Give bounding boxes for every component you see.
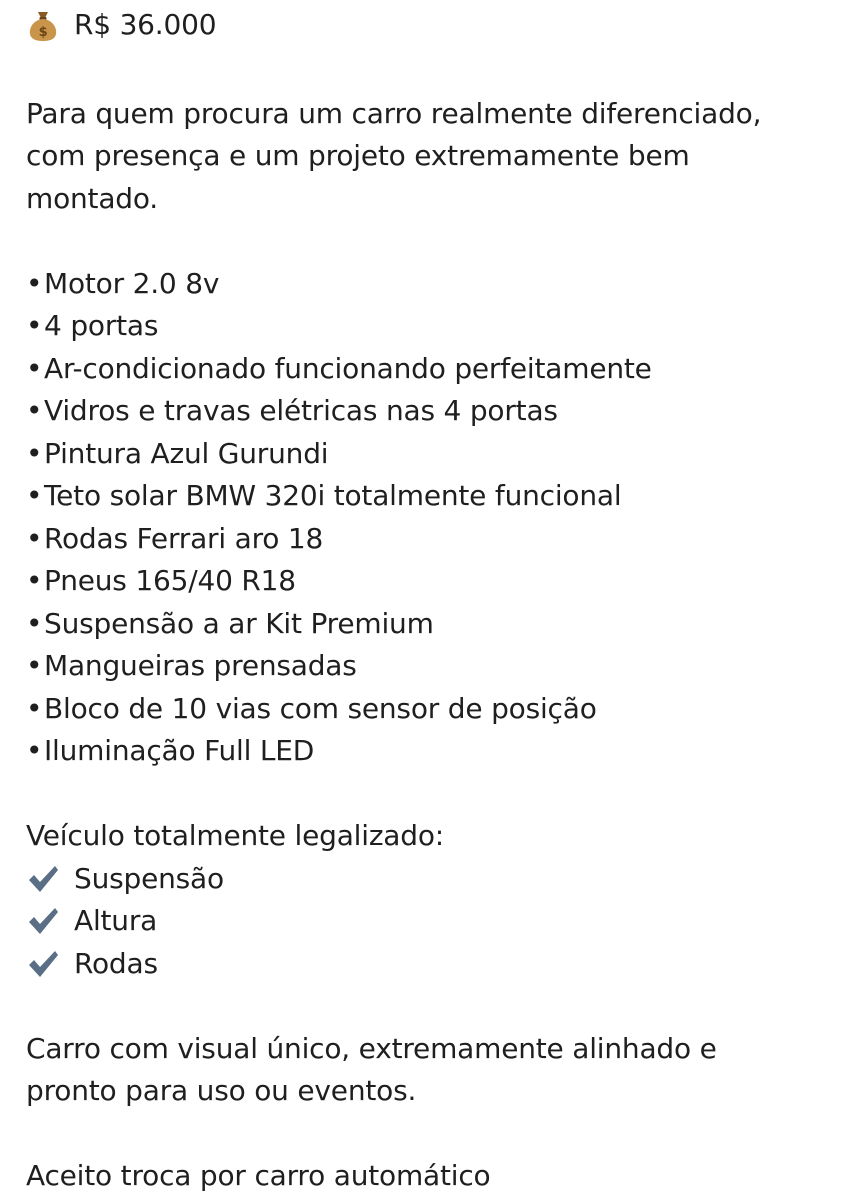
list-item [26, 263, 846, 306]
list-item [26, 560, 846, 603]
feature-text: Pneus 165/40 R18 [44, 564, 296, 597]
bullet: • [26, 309, 43, 342]
money-bag-icon [26, 8, 60, 42]
bullet: • [26, 266, 43, 300]
feature-text: Motor 2.0 8v [44, 266, 220, 300]
spacer [26, 50, 846, 93]
spacer [26, 220, 846, 263]
list-item [26, 518, 846, 561]
bullet: • [26, 691, 43, 725]
price-value: R$ 36.000 [74, 7, 217, 41]
bullet: • [26, 564, 43, 597]
check-mark-icon [26, 862, 60, 896]
spacer [26, 1113, 846, 1156]
feature-text: Bloco de 10 vias com sensor de posição [44, 691, 597, 725]
svg-text:$: $ [38, 25, 48, 40]
list-item [26, 645, 846, 688]
closing-line: Carro com visual único, extremamente alinhado e [26, 1031, 717, 1065]
bullet: • [26, 479, 43, 512]
list-item [26, 730, 846, 773]
list-item [26, 475, 846, 518]
bullet: • [26, 436, 43, 470]
check-mark-icon [26, 904, 60, 938]
bullet: • [26, 394, 43, 427]
legal-item [26, 900, 846, 943]
bullet: • [26, 649, 43, 682]
feature-text: Ar-condicionado funcionando perfeitamente [44, 351, 652, 385]
intro-paragraph [26, 93, 846, 221]
feature-text: Rodas Ferrari aro 18 [44, 521, 324, 555]
bullet: • [26, 734, 43, 767]
list-item [26, 305, 846, 348]
bullet: • [26, 351, 43, 385]
feature-text: Suspensão a ar Kit Premium [44, 606, 434, 640]
spacer [26, 773, 846, 816]
list-item [26, 688, 846, 731]
legal-item-label: Rodas [74, 946, 158, 980]
bullet: • [26, 606, 43, 640]
intro-line: com presença e um projeto extremamente bem [26, 139, 690, 172]
list-item [26, 603, 846, 646]
feature-text: Pintura Azul Gurundi [44, 436, 329, 470]
feature-text: 4 portas [44, 309, 159, 342]
list-item [26, 433, 846, 476]
legal-item [26, 858, 846, 901]
list-item [26, 348, 846, 391]
legal-item [26, 943, 846, 986]
feature-text: Mangueiras prensadas [44, 649, 357, 682]
closing-line: pronto para uso ou eventos. [26, 1074, 417, 1107]
price-line [26, 0, 846, 50]
intro-line: montado. [26, 181, 159, 215]
feature-text: Teto solar BMW 320i totalmente funcional [44, 479, 622, 512]
legal-item-label: Altura [74, 904, 158, 937]
feature-text: Vidros e travas elétricas nas 4 portas [44, 394, 558, 427]
listing-post [26, 0, 846, 1198]
feature-text: Iluminação Full LED [44, 734, 315, 767]
legal-item-label: Suspensão [74, 861, 224, 895]
legal-heading: Veículo totalmente legalizado: [26, 819, 445, 852]
trade-line: Aceito troca por carro automático [26, 1159, 491, 1192]
list-item [26, 390, 846, 433]
feature-list [26, 263, 846, 773]
legal-section [26, 815, 846, 985]
intro-line: Para quem procura um carro realmente diferenciado, [26, 96, 762, 130]
check-mark-icon [26, 947, 60, 981]
closing-paragraph [26, 1028, 846, 1113]
spacer [26, 985, 846, 1028]
bullet: • [26, 521, 43, 555]
